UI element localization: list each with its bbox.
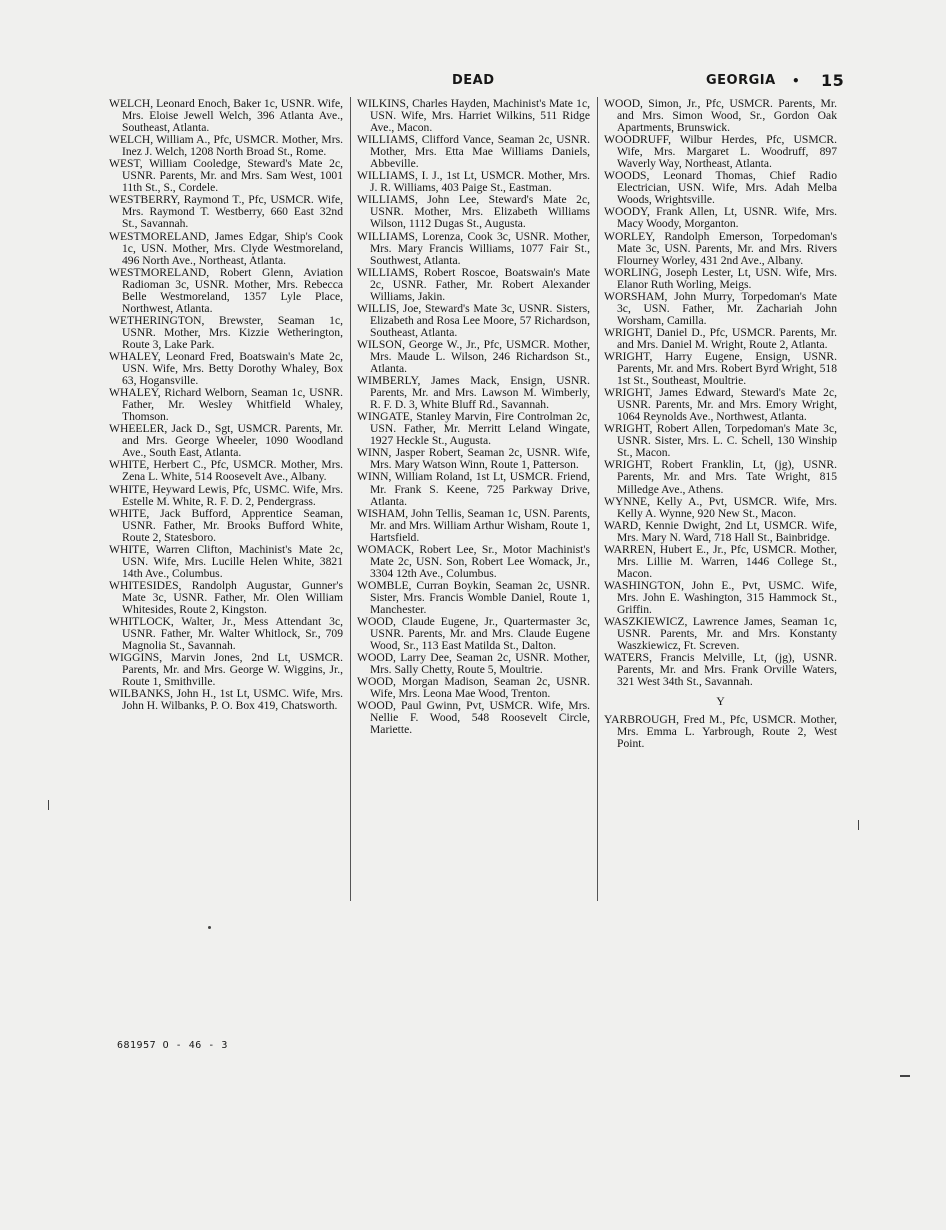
section-heading: DEAD [452, 73, 495, 88]
casualty-entry: WHALEY, Richard Welborn, Seaman 1c, USNR. Father, Mr. Wesley Whitfield Whaley, Thomson. [109, 386, 343, 424]
state-heading: GEORGIA [706, 73, 776, 88]
casualty-entry: WOMBLE, Curran Boykin, Seaman 2c, USNR. Sister, Mrs. Francis Womble Daniel, Route 1, Manchester. [357, 578, 590, 616]
casualty-entry: WILLIAMS, John Lee, Steward's Mate 2c, USNR. Mother, Mrs. Elizabeth Williams Wilson, 1112 Dugas St., Augusta. [357, 193, 590, 231]
casualty-entry: WILBANKS, John H., 1st Lt, USMC. Wife, Mrs. John H. Wilbanks, P. O. Box 419, Chatsworth. [109, 687, 343, 713]
casualty-entry: WHITE, Warren Clifton, Machinist's Mate 2c, USN. Wife, Mrs. Lucille Helen White, 3821 14th Ave., Columbus. [109, 542, 343, 580]
casualty-entry: WELCH, Leonard Enoch, Baker 1c, USNR. Wife, Mrs. Eloise Jewell Welch, 396 Atlanta Ave., Southeast, Atlanta. [109, 97, 343, 135]
column-3-after-letter [604, 714, 837, 750]
casualty-entry: WOODY, Frank Allen, Lt, USNR. Wife, Mrs. Macy Woody, Morganton. [604, 205, 837, 231]
section-letter: Y [716, 695, 725, 709]
scan-speck [858, 820, 859, 830]
column-3-entries [604, 98, 837, 688]
casualty-entry: WARREN, Hubert E., Jr., Pfc, USMCR. Mother, Mrs. Lillie M. Warren, 1446 College St., Macon. [604, 542, 837, 580]
casualty-entry: WHITE, Jack Bufford, Apprentice Seaman, USNR. Father, Mr. Brooks Bufford White, Route 2, Statesboro. [109, 506, 343, 544]
casualty-entry: WARD, Kennie Dwight, 2nd Lt, USMCR. Wife, Mrs. Mary N. Ward, 718 Hall St., Bainbridge. [604, 518, 837, 544]
casualty-entry: WRIGHT, Robert Franklin, Lt, (jg), USNR. Parents, Mr. and Mrs. Tate Wright, 815 Milledge Ave., Athens. [604, 458, 837, 496]
casualty-entry: WHITE, Herbert C., Pfc, USMCR. Mother, Mrs. Zena L. White, 514 Roosevelt Ave., Albany. [109, 458, 343, 484]
casualty-entry: WYNNE, Kelly A., Pvt, USMCR. Wife, Mrs. Kelly A. Wynne, 920 New St., Macon. [604, 494, 837, 520]
column-3 [604, 98, 837, 750]
casualty-entry: WRIGHT, Daniel D., Pfc, USMCR. Parents, Mr. and Mrs. Daniel M. Wright, Route 2, Atlanta. [604, 325, 837, 351]
casualty-entry: WEST, William Cooledge, Steward's Mate 2c, USNR. Parents, Mr. and Mrs. Sam West, 1001 11th St., S., Cordele. [109, 157, 343, 195]
casualty-entry: WHALEY, Leonard Fred, Boatswain's Mate 2c, USN. Wife, Mrs. Betty Dorothy Whaley, Box 63, Hogansville. [109, 349, 343, 388]
casualty-entry: WILKINS, Charles Hayden, Machinist's Mate 1c, USN. Wife, Mrs. Harriet Wilkins, 511 Ridge Ave., Macon. [357, 97, 590, 135]
casualty-entry: WOOD, Morgan Madison, Seaman 2c, USNR. Wife, Mrs. Leona Mae Wood, Trenton. [357, 675, 590, 701]
casualty-entry: WETHERINGTON, Brewster, Seaman 1c, USNR. Mother, Mrs. Kizzie Wetherington, Route 3, Lake Park. [109, 313, 343, 351]
casualty-entry: WOOD, Paul Gwinn, Pvt, USMCR. Wife, Mrs. Nellie F. Wood, 548 Roosevelt Circle, Mariette. [357, 699, 590, 737]
casualty-entry: WATERS, Francis Melville, Lt, (jg), USNR. Parents, Mr. and Mrs. Frank Orville Waters, 321 West 34th St., Savannah. [604, 651, 837, 689]
casualty-entry: WOOD, Simon, Jr., Pfc, USMCR. Parents, Mr. and Mrs. Simon Wood, Sr., Gordon Oak Apartments, Brunswick. [604, 97, 837, 135]
casualty-entry: WORSHAM, John Murry, Torpedoman's Mate 3c, USN. Father, Mr. Zachariah John Worsham, Camilla. [604, 289, 837, 327]
scan-speck [900, 1075, 910, 1077]
column-divider-1 [350, 97, 351, 901]
casualty-entry: WHITLOCK, Walter, Jr., Mess Attendant 3c, USNR. Father, Mr. Walter Whitlock, Sr., 709 Magnolia St., Savannah. [109, 615, 343, 653]
casualty-entry: WRIGHT, James Edward, Steward's Mate 2c, USNR. Parents, Mr. and Mrs. Emory Wright, 1064 Reynolds Ave., Northwest, Atlanta. [604, 386, 837, 424]
casualty-entry: WOOD, Larry Dee, Seaman 2c, USNR. Mother, Mrs. Sally Chetty, Route 5, Moultrie. [357, 651, 590, 677]
scan-speck [208, 926, 211, 929]
casualty-entry: WESTMORELAND, Robert Glenn, Aviation Radioman 3c, USNR. Mother, Mrs. Rebecca Belle Westmoreland, 1357 Lyle Place, Northwest, Atlanta. [109, 265, 343, 315]
casualty-entry: WOODS, Leonard Thomas, Chief Radio Electrician, USN. Wife, Mrs. Adah Melba Woods, Wrightsville. [604, 169, 837, 207]
casualty-entry: WRIGHT, Harry Eugene, Ensign, USNR. Parents, Mr. and Mrs. Robert Byrd Wright, 518 1st St., Southeast, Moultrie. [604, 349, 837, 388]
casualty-entry: WHITESIDES, Randolph Augustar, Gunner's Mate 3c, USNR. Father, Mr. Olen William Whitesides, Route 2, Kingston. [109, 578, 343, 616]
casualty-entry: WILSON, George W., Jr., Pfc, USMCR. Mother, Mrs. Maude L. Wilson, 246 Richardson St., Atlanta. [357, 337, 590, 376]
print-code: 681957 O - 46 - 3 [117, 1040, 228, 1051]
page-number: 15 [821, 71, 845, 90]
casualty-entry: WHEELER, Jack D., Sgt, USMCR. Parents, Mr. and Mrs. George Wheeler, 1090 Woodland Ave., South East, Atlanta. [109, 422, 343, 460]
casualty-entry: WILLIAMS, Clifford Vance, Seaman 2c, USNR. Mother, Mrs. Etta Mae Williams Daniels, Abbeville. [357, 133, 590, 171]
heading-bullet: • [792, 74, 801, 88]
casualty-entry: YARBROUGH, Fred M., Pfc, USMCR. Mother, Mrs. Emma L. Yarbrough, Route 2, West Point. [604, 713, 837, 751]
casualty-entry: WILLIAMS, Robert Roscoe, Boatswain's Mate 2c, USNR. Father, Mr. Robert Alexander Williams, Jakin. [357, 265, 590, 303]
casualty-entry: WORLEY, Randolph Emerson, Torpedoman's Mate 3c, USN. Parents, Mr. and Mrs. Rivers Flourney Worley, 431 2nd Ave., Albany. [604, 229, 837, 267]
casualty-entry: WASHINGTON, John E., Pvt, USMC. Wife, Mrs. John E. Washington, 315 Hammock St., Griffin. [604, 578, 837, 616]
casualty-entry: WINN, William Roland, 1st Lt, USMCR. Friend, Mr. Frank S. Keene, 725 Parkway Drive, Atlanta. [357, 470, 590, 508]
casualty-entry: WRIGHT, Robert Allen, Torpedoman's Mate 3c, USNR. Sister, Mrs. L. C. Schell, 130 Winship St., Macon. [604, 422, 837, 460]
casualty-entry: WIGGINS, Marvin Jones, 2nd Lt, USMCR. Parents, Mr. and Mrs. George W. Wiggins, Jr., Route 1, Smithville. [109, 651, 343, 689]
casualty-entry: WOOD, Claude Eugene, Jr., Quartermaster 3c, USNR. Parents, Mr. and Mrs. Claude Eugene Wood, Sr., 113 East Matilda St., Dalton. [357, 615, 590, 653]
casualty-entry: WIMBERLY, James Mack, Ensign, USNR. Parents, Mr. and Mrs. Lawson M. Wimberly, R. F. D. 3, White Bluff Rd., Savannah. [357, 374, 590, 412]
casualty-entry: WILLIS, Joe, Steward's Mate 3c, USNR. Sisters, Elizabeth and Rosa Lee Moore, 57 Richardson, Southeast, Atlanta. [357, 301, 590, 339]
column-1 [109, 98, 343, 712]
casualty-entry: WOODRUFF, Wilbur Herdes, Pfc, USMCR. Wife, Mrs. Margaret L. Woodruff, 897 Waverly Way, Northeast, Atlanta. [604, 133, 837, 171]
casualty-entry: WESTMORELAND, James Edgar, Ship's Cook 1c, USN. Mother, Mrs. Clyde Westmoreland, 496 North Ave., Northeast, Atlanta. [109, 229, 343, 267]
casualty-entry: WILLIAMS, Lorenza, Cook 3c, USNR. Mother, Mrs. Mary Francis Williams, 1077 Fair St., Southwest, Atlanta. [357, 229, 590, 267]
casualty-entry: WELCH, William A., Pfc, USMCR. Mother, Mrs. Inez J. Welch, 1208 North Broad St., Rome. [109, 133, 343, 159]
casualty-entry: WINGATE, Stanley Marvin, Fire Controlman 2c, USN. Father, Mr. Merritt Leland Wingate, 1927 Heckle St., Augusta. [357, 410, 590, 448]
column-2 [357, 98, 590, 736]
casualty-entry: WORLING, Joseph Lester, Lt, USN. Wife, Mrs. Elanor Ruth Worling, Meigs. [604, 265, 837, 291]
scan-speck [48, 800, 49, 810]
casualty-entry: WISHAM, John Tellis, Seaman 1c, USN. Parents, Mr. and Mrs. William Arthur Wisham, Route 1, Hartsfield. [357, 506, 590, 544]
column-divider-2 [597, 97, 598, 901]
casualty-entry: WASZKIEWICZ, Lawrence James, Seaman 1c, USNR. Parents, Mr. and Mrs. Konstanty Waszkiewicz, Ft. Screven. [604, 615, 837, 653]
casualty-entry: WESTBERRY, Raymond T., Pfc, USMCR. Wife, Mrs. Raymond T. Westberry, 660 East 32nd St., Savannah. [109, 193, 343, 231]
casualty-entry: WOMACK, Robert Lee, Sr., Motor Machinist's Mate 2c, USN. Son, Robert Lee Womack, Jr., 3304 12th Ave., Columbus. [357, 542, 590, 580]
casualty-entry: WHITE, Heyward Lewis, Pfc, USMC. Wife, Mrs. Estelle M. White, R. F. D. 2, Pendergrass. [109, 482, 343, 508]
casualty-entry: WINN, Jasper Robert, Seaman 2c, USNR. Wife, Mrs. Mary Watson Winn, Route 1, Patterson. [357, 446, 590, 472]
casualty-entry: WILLIAMS, I. J., 1st Lt, USMCR. Mother, Mrs. J. R. Williams, 403 Paige St., Eastman. [357, 169, 590, 195]
